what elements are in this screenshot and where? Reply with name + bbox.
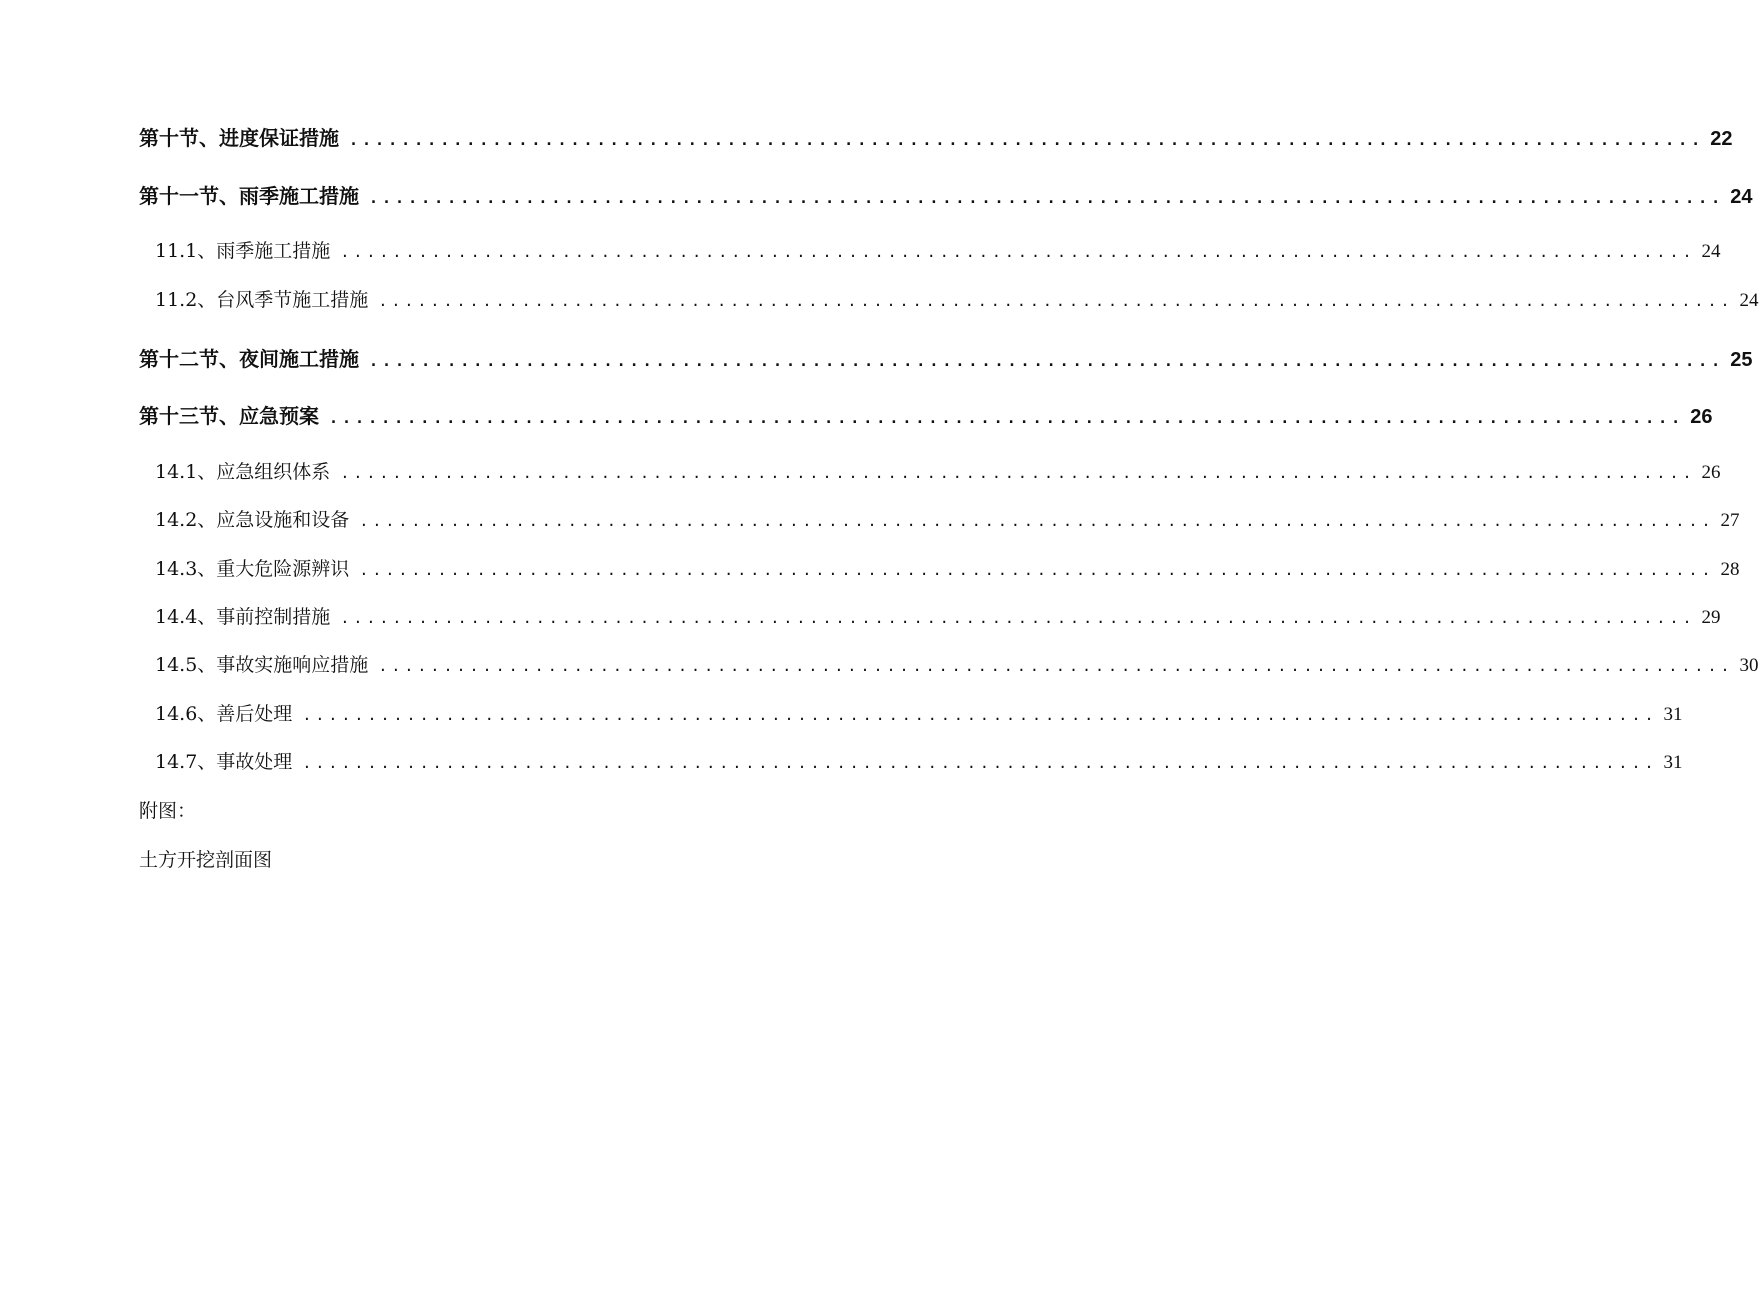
- toc-entry-14-7[interactable]: [139, 747, 1683, 775]
- toc-entry-label: 第十三节、应急预案: [139, 404, 319, 428]
- toc-entry-section-12[interactable]: [139, 343, 1753, 371]
- toc-entry-14-2[interactable]: [139, 505, 1740, 533]
- toc-leader-dots: ........................................................................................................: [329, 409, 1685, 427]
- toc-entry-label: 14.7、事故处理: [155, 751, 293, 773]
- toc-entry-section-11[interactable]: [139, 180, 1753, 208]
- toc-entry-label: 14.1、应急组织体系: [155, 461, 331, 483]
- toc-entry-label: 11.2、台风季节施工措施: [155, 289, 369, 311]
- toc-entry-label: 14.6、善后处理: [155, 703, 293, 725]
- appendix-item: 土方开挖剖面图: [139, 849, 273, 871]
- toc-leader-dots: ........................................................................................................: [340, 609, 1696, 627]
- toc-entry-14-5[interactable]: [139, 650, 1759, 678]
- toc-entry-label: 14.3、重大危险源辨识: [155, 558, 350, 580]
- toc-page-number: 26: [1701, 462, 1721, 483]
- toc-entry-11-1[interactable]: [139, 236, 1721, 264]
- toc-entry-label: 14.4、事前控制措施: [155, 606, 331, 628]
- toc-entry-label: 11.1、雨季施工措施: [155, 240, 331, 262]
- toc-leader-dots: ........................................................................................................: [340, 243, 1696, 261]
- toc-entry-14-1[interactable]: [139, 457, 1721, 485]
- toc-leader-dots: ........................................................................................................: [359, 512, 1715, 530]
- toc-entry-label: 第十一节、雨季施工措施: [139, 184, 359, 208]
- toc-leader-dots: ........................................................................................................: [378, 657, 1734, 675]
- toc-page-number: 27: [1720, 510, 1740, 531]
- toc-page-number: 28: [1720, 559, 1740, 580]
- toc-leader-dots: ........................................................................................................: [378, 292, 1734, 310]
- toc-leader-dots: ........................................................................................................: [369, 189, 1725, 207]
- toc-page-number: 31: [1663, 752, 1683, 773]
- toc-entry-label: 第十节、进度保证措施: [139, 126, 339, 150]
- toc-entry-label: 第十二节、夜间施工措施: [139, 347, 359, 371]
- toc-entry-14-4[interactable]: [139, 602, 1721, 630]
- toc-page-number: 26: [1690, 406, 1713, 428]
- toc-page-number: 24: [1730, 186, 1753, 208]
- toc-entry-section-10[interactable]: [139, 122, 1733, 150]
- toc-page-number: 31: [1663, 704, 1683, 725]
- toc-page-number: 25: [1730, 349, 1753, 371]
- toc-page-number: 24: [1739, 290, 1759, 311]
- toc-entry-section-13[interactable]: [139, 400, 1713, 428]
- toc-leader-dots: ........................................................................................................: [340, 464, 1696, 482]
- toc-entry-14-3[interactable]: [139, 554, 1740, 582]
- toc-leader-dots: ........................................................................................................: [302, 754, 1658, 772]
- toc-leader-dots: ........................................................................................................: [359, 561, 1715, 579]
- toc-entry-label: 14.5、事故实施响应措施: [155, 654, 369, 676]
- toc-leader-dots: ........................................................................................................: [369, 352, 1725, 370]
- toc-leader-dots: ........................................................................................................: [349, 131, 1705, 149]
- toc-page-number: 24: [1701, 241, 1721, 262]
- toc-entry-14-6[interactable]: [139, 699, 1683, 727]
- toc-entry-label: 14.2、应急设施和设备: [155, 509, 350, 531]
- appendix-heading: 附图：: [139, 800, 197, 822]
- toc-page-number: 30: [1739, 655, 1759, 676]
- toc-entry-11-2[interactable]: [139, 285, 1759, 313]
- toc-leader-dots: ........................................................................................................: [302, 706, 1658, 724]
- toc-page-number: 22: [1710, 128, 1733, 150]
- toc-page-number: 29: [1701, 607, 1721, 628]
